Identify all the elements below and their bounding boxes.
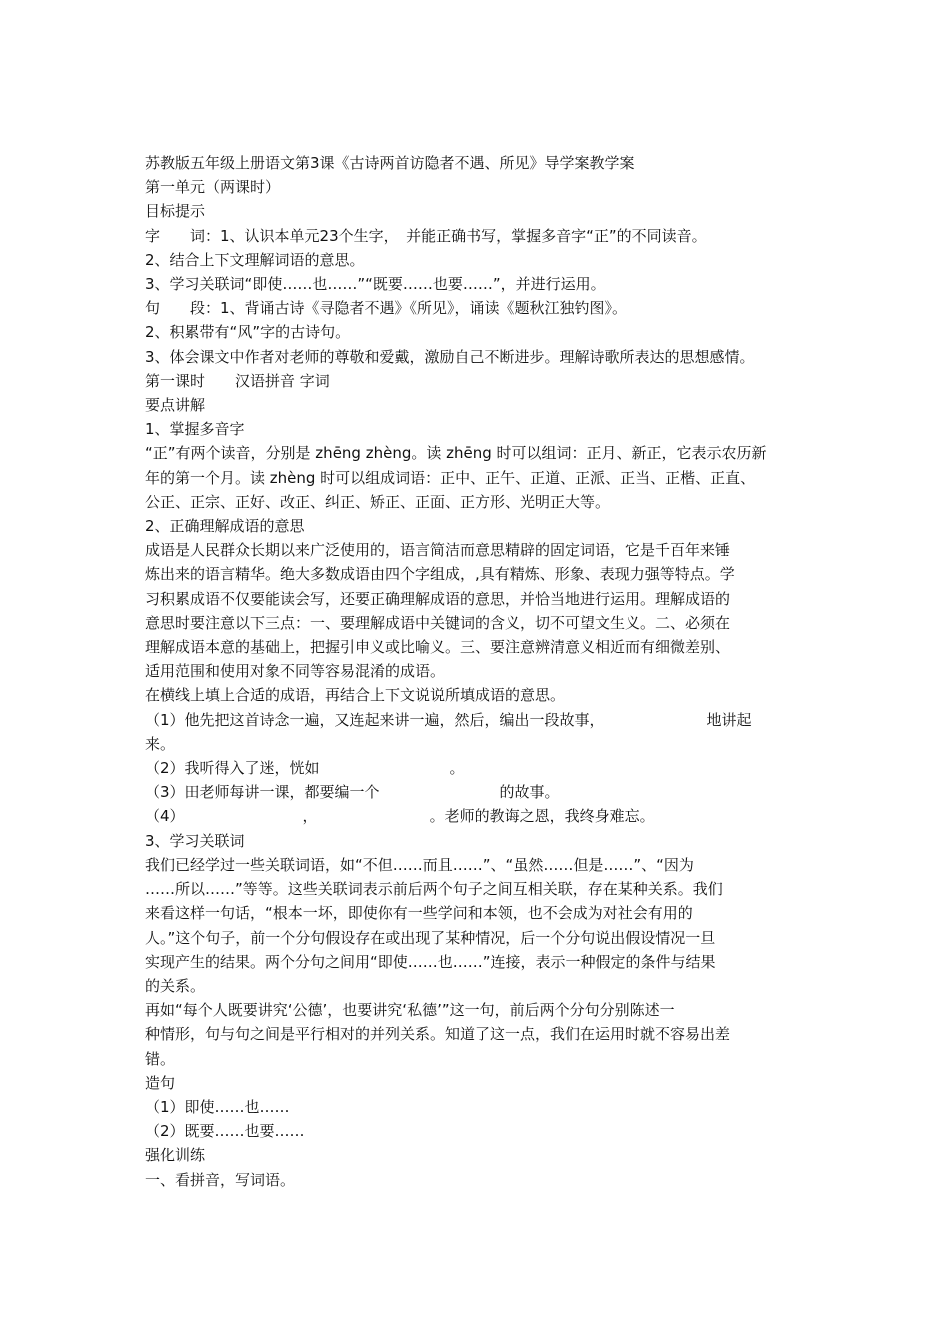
fill-text: （1）他先把这首诗念一遍，又连起来讲一遍，然后，编出一段故事， [145,710,605,729]
fill-text: （4） [145,807,185,826]
goals-heading: 目标提示 [145,202,206,221]
kp3-line: ……所以……”等等。这些关联词表示前后两个句子之间互相关联，存在某种关系。我们 [145,880,723,899]
kp3-line: 种情形，句与句之间是平行相对的并列关系。知道了这一点，我们在运用时就不容易出差 [145,1025,731,1044]
fill-instruction: 在横线上填上合适的成语，再结合上下文说说所填成语的意思。 [145,686,566,705]
goal-ju-1: 句 段：1、背诵古诗《寻隐者不遇》《所见》，诵读《题秋江独钓图》。 [145,299,628,318]
kp2-heading: 2、正确理解成语的意思 [145,517,305,536]
kp3-line: 人。”这个句子，前一个分句假设存在或出现了某种情况，后一个分句说出假设情况一旦 [145,928,716,947]
kp3-line: 错。 [145,1049,176,1068]
kp2-line: 适用范围和使用对象不同等容易混淆的成语。 [145,662,446,681]
fill-text: （2）我听得入了迷，恍如 [145,759,320,778]
zaoju-item-2: （2）既要……也要…… [145,1122,305,1141]
zaoju-item-1: （1）即使……也…… [145,1097,290,1116]
keypoints-heading: 要点讲解 [145,396,206,415]
training-heading: 强化训练 [145,1146,206,1165]
kp3-line: 来看这样一句话，“根本一坏，即使你有一些学问和本领，也不会成为对社会有用的 [145,904,693,923]
kp3-line: 我们已经学过一些关联词语，如“不但……而且……”、“虽然……但是……”、“因为 [145,855,694,874]
kp1-heading: 1、掌握多音字 [145,420,245,439]
fill-item-1 [145,708,809,732]
fill-text: 地讲起 [706,710,752,729]
document-body [145,151,809,1192]
goal-ci-2: 2、结合上下文理解词语的意思。 [145,250,365,269]
fill-text: （3）田老师每讲一课，都要编一个 [145,783,380,802]
kp3-line: 实现产生的结果。两个分句之间用“即使……也……”连接，表示一种假定的条件与结果 [145,952,716,971]
document-title: 苏教版五年级上册语文第3课《古诗两首访隐者不遇、所见》导学案教学案 [145,154,635,172]
kp2-line: 成语是人民群众长期以来广泛使用的，语言简洁而意思精辟的固定词语，它是千百年来锤 [145,541,731,560]
fill-item-4 [145,804,809,828]
fill-item-2 [145,756,809,780]
fill-item-3 [145,780,809,804]
kp1-line: 公正、正宗、正好、改正、纠正、矫正、正面、正方形、光明正大等。 [145,492,611,511]
goal-ci-1: 字 词：1、认识本单元23个生字， 并能正确书写，掌握多音字“正”的不同读音。 [145,226,707,245]
fill-text: 。老师的教诲之恩，我终身难忘。 [429,807,655,826]
kp3-line: 再如“每个人既要讲究‘公德’，也要讲究‘私德’”这一句，前后两个分句分别陈述一 [145,1001,675,1020]
kp3-line: 的关系。 [145,976,206,995]
zaoju-heading: 造句 [145,1073,176,1092]
kp1-line: “正”有两个读音，分别是 zhēng zhèng。读 zhēng 时可以组词：正月、新正，它表示农历新 [145,444,767,463]
goal-ju-3: 3、体会课文中作者对老师的尊敬和爱戴，激励自己不断进步。理解诗歌所表达的思想感情。 [145,347,755,366]
goal-ci-3: 3、学习关联词“即使……也……”“既要……也要……”，并进行运用。 [145,275,606,294]
fill-item-1-cont: 来。 [145,734,176,753]
training-item-1: 一、看拼音，写词语。 [145,1170,296,1189]
kp3-heading: 3、学习关联词 [145,831,245,850]
fill-text: 的故事。 [499,783,560,802]
kp2-line: 意思时要注意以下三点：一、要理解成语中关键词的含义，切不可望文生义。二、必须在 [145,613,731,632]
lesson-1-heading: 第一课时 汉语拼音 字词 [145,371,330,390]
unit-heading: 第一单元（两课时） [145,178,281,197]
kp2-line: 习积累成语不仅要能读会写，还要正确理解成语的意思，并恰当地进行运用。理解成语的 [145,589,731,608]
kp2-line: 理解成语本意的基础上，把握引申义或比喻义。三、要注意辨清意义相近而有细微差别、 [145,638,731,657]
goal-ju-2: 2、积累带有“风”字的古诗句。 [145,323,351,342]
fill-text: 。 [449,759,465,778]
kp1-line: 年的第一个月。读 zhèng 时可以组成词语：正中、正午、正道、正派、正当、正楷、正直、 [145,468,756,487]
fill-text: ， [302,807,318,826]
kp2-line: 炼出来的语言精华。绝大多数成语由四个字组成，,具有精炼、形象、表现力强等特点。学 [145,565,735,584]
